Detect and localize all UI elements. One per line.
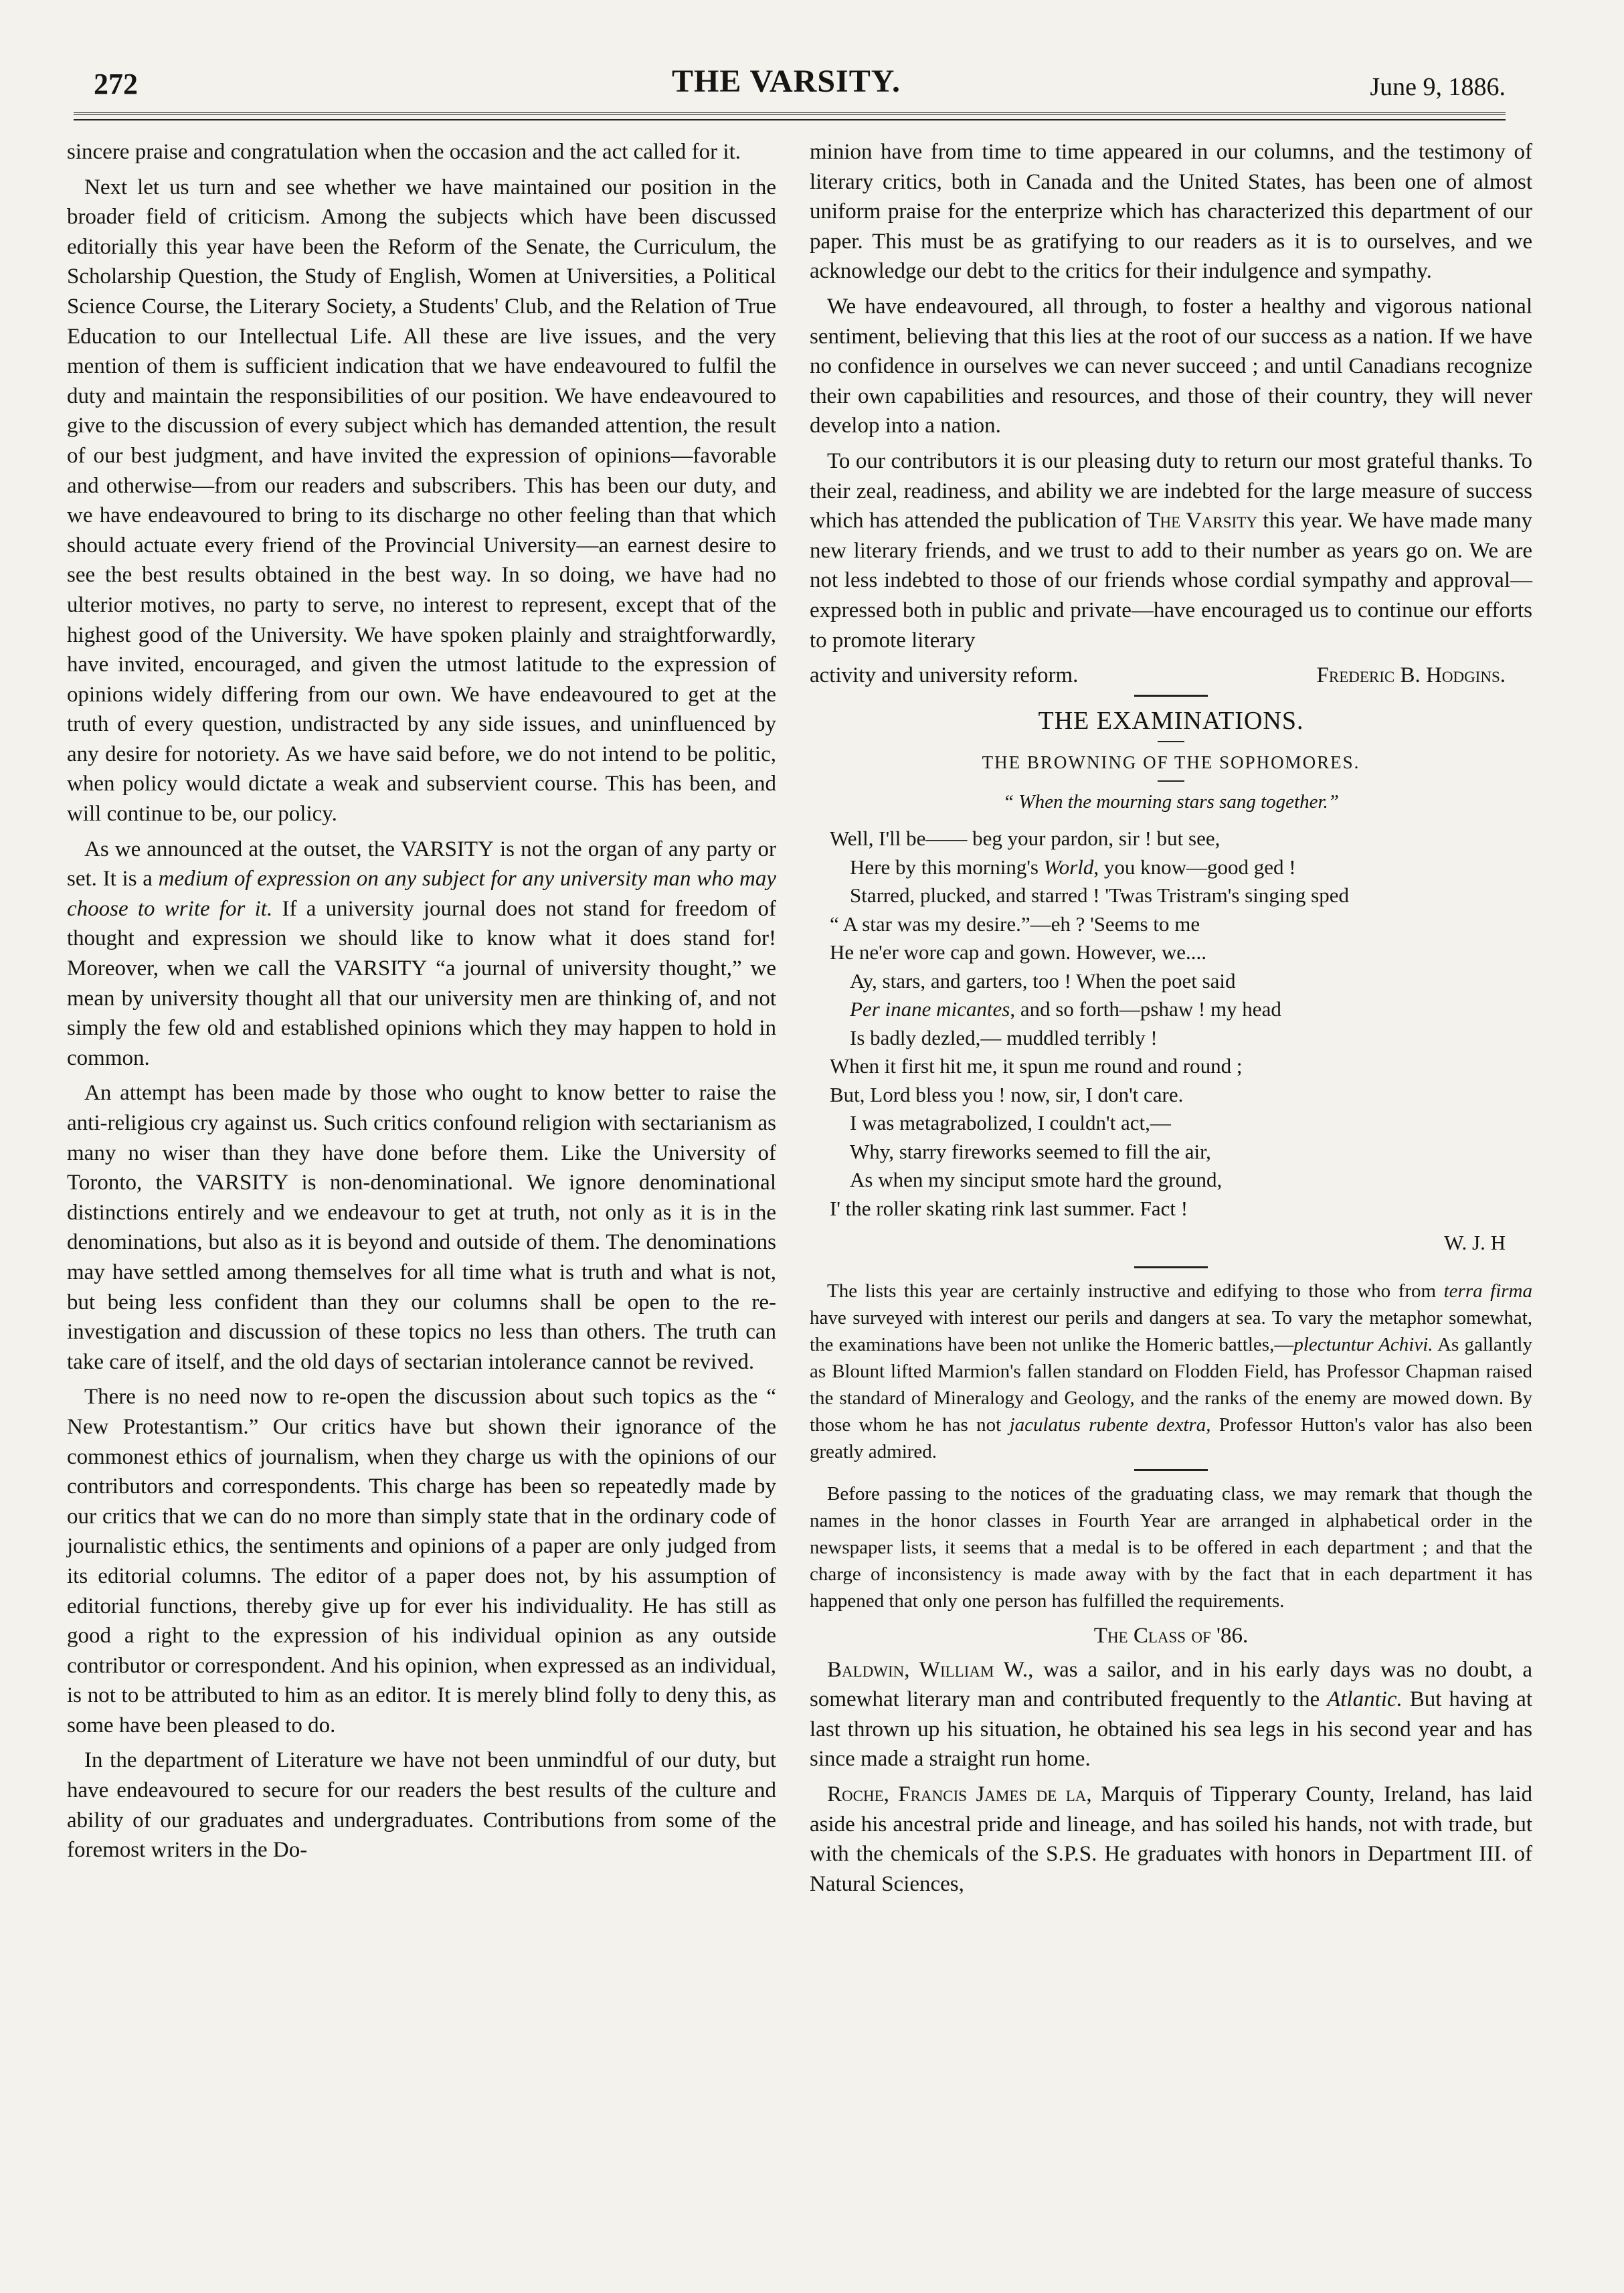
right-column (810, 137, 1532, 1904)
paragraph-roche: Roche, Francis James de la, Marquis of Tipperary County, Ireland, has laid aside his ancestral pride and lineage, and has soiled his hands, not with trade, but with the chemicals of the S.P.S. He graduates with honors in Department III. of Natural Sciences, (810, 1782, 1532, 1896)
poem-line: Here by this morning's World, you know—good ged ! (850, 855, 1296, 879)
issue-date: June 9, 1886. (1370, 73, 1506, 101)
section-rule (1134, 1469, 1208, 1471)
paragraph-lists: The lists this year are certainly instructive and edifying to those who from terra firma have surveyed with interest our perils and dangers at sea. To vary the metaphor somewhat, the examinations have been not unlike the Homeric battles,—plectuntur Achivi. As gallantly as Blount lifted Marmion's fallen standard on Flodden Field, has Professor Chapman raised the standard of Mineralogy and Geology, and the ranks of the enemy are mowed down. By those whom he has not jaculatus rubente dextra, Professor Hutton's valor has also been greatly admired. (810, 1280, 1532, 1463)
poem-line: Per inane micantes, and so forth—pshaw ! my head (850, 997, 1281, 1021)
poem-epigraph: “ When the mourning stars sang together.” (1003, 790, 1339, 813)
lists-section (810, 1278, 1532, 1465)
header-rule (74, 112, 1506, 120)
paragraph: Next let us turn and see whether we have maintained our position in the broader field of criticism. Among the subjects which have been discussed editorially this year have been the Reform of the Senate, the Curriculum, the Scholarship Question, the Study of English, Women at Universities, a Political Science Course, the Literary Society, a Students' Club, and the Relation of True Education to our Intellectual Life. All these are live issues, and the very mention of them is sufficient indication that we have endeavoured to fulfil the duty and maintain the responsibilities of our position. We have endeavoured to give to the discussion of every subject which has demanded attention, the result of our best judgment, and have invited the expression of opinions—favorable and otherwise—from our readers and subscribers. This has been our duty, and we have endeavoured to bring to its discharge no other feeling than that which should actuate every friend of the Provincial University—an earnest desire to see the best results obtained in the best way. In so doing, we have had no ulterior motives, no party to serve, no interest to represent, except that of the highest good of the University. We have spoken plainly and straightforwardly, have invited, encouraged, and given the utmost latitude to the expression of opinions widely differing from our own. We have endeavoured to get at the truth of every question, undistracted by any side issues, and uninfluenced by any desire for notoriety. As we have said before, we do not intend to be politic, when policy would dictate a weak and subservient course. This has been, and will continue to be, our policy. (67, 175, 776, 827)
poem-line: I was metagrabolized, I couldn't act,— (850, 1111, 1171, 1135)
poem-line: When it first hit me, it spun me round and round ; (830, 1054, 1243, 1078)
poem-line: He ne'er wore cap and gown. However, we.... (830, 940, 1206, 964)
paragraph-contributors: To our contributors it is our pleasing duty to return our most grateful thanks. To their zeal, readiness, and ability we are indebted for the large measure of success which has attended the publication of The Varsity this year. We have made many new literary friends, and we trust to add to their number as years go on. We are not less indebted to those of our friends whose cordial sympathy and approval—expressed both in public and private—have encouraged us to continue our efforts to promote literary (810, 448, 1533, 653)
masthead-title: THE VARSITY. (672, 64, 901, 99)
poem-line: “ A star was my desire.”—eh ? 'Seems to me (830, 912, 1200, 936)
paragraph: minion have from time to time appeared in our columns, and the testimony of literary critics, both in Canada and the United States, has been one of almost uniform praise for the enterprize which has characterized this department of our paper. This must be as gratifying to our readers as it is to ourselves, and we acknowledge our debt to the critics for their indulgence and sympathy. (810, 140, 1532, 284)
paragraph-notices: Before passing to the notices of the graduating class, we may remark that though the names in the honor classes in Fourth Year are arranged in alphabetical order in the newspaper lists, it seems that a medal is to be offered in each department ; and that the charge of inconsistency is made away with by the fact that in each department it has happened that only one person has fulfilled the requirements. (810, 1483, 1532, 1612)
paragraph-baldwin: Baldwin, William W., was a sailor, and in his early days was no doubt, a somewhat literary man and contributed frequently to the Atlantic. But having at last thrown up his situation, he obtained his sea legs in his second year and has since made a straight run home. (810, 1657, 1532, 1772)
section-rule (1134, 695, 1208, 697)
section-heading: THE EXAMINATIONS. (1038, 706, 1304, 735)
poem-line: Why, starry fireworks seemed to fill the air, (850, 1139, 1211, 1163)
poem-line: Starred, plucked, and starred ! 'Twas Tristram's singing sped (850, 883, 1349, 908)
page-number: 272 (94, 68, 138, 100)
signature-line: activity and university reform. Frederic B. Hodgins. (810, 661, 1532, 691)
paragraph-announce: As we announced at the outset, the VARSITY is not the organ of any party or set. It is a medium of expression on any subject for any university man who may choose to write for it. If a university journal does not stand for freedom of thought and expression we should like to know what it does stand for! Moreover, when we call the VARSITY “a journal of university thought,” we mean by university thought all that our university men are thinking of, and not simply the few old and established opinions which they may happen to hold in common. (67, 837, 777, 1070)
notices-section (810, 1480, 1532, 1614)
paragraph: There is no need now to re-open the discussion about such topics as the “ New Protestantism.” Our critics have but shown their ignorance of the commonest ethics of journalism, when they charge us with the opinions of our contributors and correspondents. This charge has been so repeatedly made by our critics that we can do no more than simply state that in the ordinary code of journalistic ethics, the sentiments and opinions of a paper are only judged from its editorial columns. The editor of a paper does not, by his assumption of editorial functions, thereby give up for ever his individuality. He has still as good a right to the expression of his individual opinion as any outside contributor or correspondent. And his opinion, when expressed as an individual, is not to be attributed to him as an editor. It is merely blind folly to deny this, as some have been pleased to do. (67, 1385, 776, 1737)
poem-line: I' the roller skating rink last summer. Fact ! (830, 1196, 1188, 1220)
poem-signature: W. J. H (1444, 1231, 1506, 1255)
divider (1158, 741, 1184, 742)
editor-signature: Frederic B. Hodgins. (1316, 663, 1506, 688)
class-heading: The Class of '86. (1093, 1624, 1249, 1648)
poem-line: Well, I'll be—— beg your pardon, sir ! but see, (830, 827, 1221, 851)
poem-line: As when my sinciput smote hard the ground, (850, 1168, 1223, 1192)
left-column (67, 137, 776, 1871)
poem (830, 825, 1532, 1223)
paragraph: sincere praise and congratulation when the occasion and the act called for it. (67, 140, 741, 164)
poem-title: THE BROWNING OF THE SOPHOMORES. (982, 752, 1360, 773)
poem-line: Ay, stars, and garters, too ! When the poet said (850, 968, 1236, 993)
poem-line: But, Lord bless you ! now, sir, I don't care. (830, 1082, 1184, 1106)
paragraph: In the department of Literature we have not been unmindful of our duty, but have endeavoured to secure for our readers the best results of the culture and ability of our graduates and undergraduates. Contributions from some of the foremost writers in the Do- (67, 1748, 776, 1863)
poem-line: Is badly dezled,— muddled terribly ! (850, 1025, 1158, 1049)
paragraph: An attempt has been made by those who ought to know better to raise the anti-religious cry against us. Such critics confound religion with sectarianism as many no wiser than they have done before them. Like the University of Toronto, the VARSITY is non-denominational. We ignore denominational distinctions entirely and we endeavour to get at truth, not only as it is in the denominations, but also as it is beyond and outside of them. The denominations may have settled among themselves for all time what is truth and what is not, but being less confident than they our columns shall be open to the re-investigation and discussion of these topics no less than others. The truth can take care of itself, and the old days of sectarian intolerance cannot be revived. (67, 1081, 776, 1374)
section-rule (1134, 1266, 1208, 1268)
divider (1158, 780, 1184, 782)
paragraph: We have endeavoured, all through, to foster a healthy and vigorous national sentiment, believing that this lies at the root of our success as a nation. If we have no confidence in ourselves we can never succeed ; and until Canadians recognize their own capabilities and resources, and those of their country, they will never develop into a nation. (810, 294, 1532, 438)
page-header (67, 60, 1506, 120)
